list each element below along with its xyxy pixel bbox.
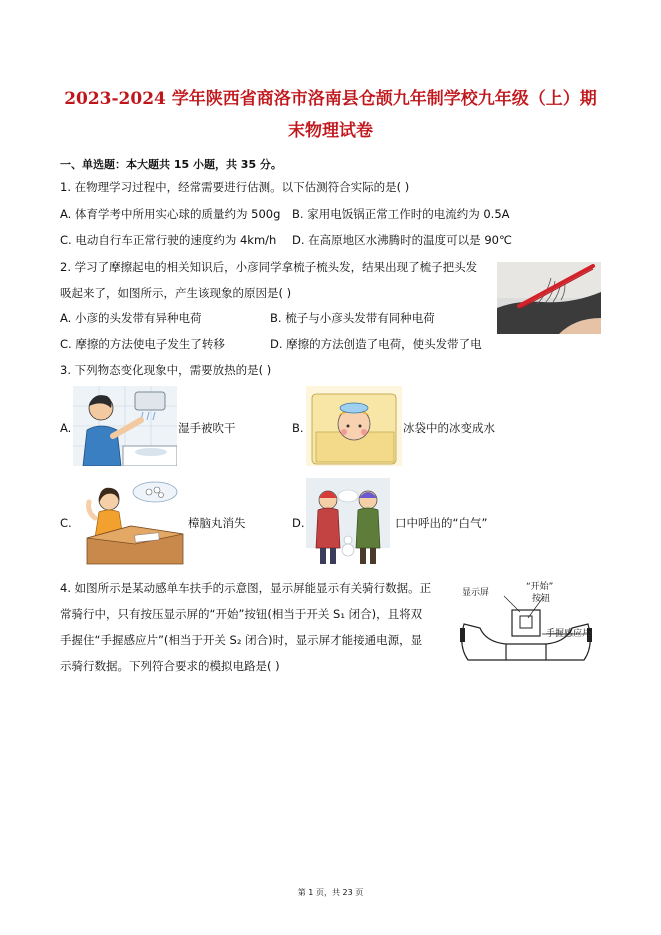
- q3-option-d-text: 口中呼出的“白气”: [395, 516, 488, 530]
- q2-option-c: C. 摩擦的方法使电子发生了转移: [60, 337, 225, 351]
- q3-option-b-text: 冰袋中的冰变成水: [403, 421, 495, 435]
- page-footer: 第 1 页，共 23 页: [297, 888, 364, 897]
- q2-option-a: A. 小彦的头发带有异种电荷: [60, 311, 202, 325]
- q1-option-b: B. 家用电饭锅正常工作时的电流约为 0.5A: [292, 207, 510, 221]
- q1-option-c: C. 电动自行车正常行驶的速度约为 4km/h: [60, 233, 277, 247]
- exam-title-line2: 末物理试卷: [288, 121, 373, 141]
- q4-stem-line2: 常骑行中，只有按压显示屏的“开始”按钮(相当于开关 S₁ 闭合)，且将双: [60, 607, 423, 621]
- comb-hair-photo: [497, 262, 601, 334]
- q3-option-b-letter: B.: [292, 421, 304, 435]
- q3-option-c-text: 樟脑丸消失: [188, 516, 246, 530]
- q3-option-c-letter: C.: [60, 516, 72, 530]
- q2-stem-line2: 吸起来了，如图所示，产生该现象的原因是( ): [60, 286, 292, 300]
- section-heading: 一、单选题：本大题共 15 小题，共 35 分。: [60, 158, 282, 171]
- q3-stem: 3. 下列物态变化现象中，需要放热的是( ): [60, 363, 272, 377]
- camphor-box-illustration: [73, 478, 187, 568]
- q4-stem-line4: 示骑行数据。下列符合要求的模拟电路是( ): [60, 659, 280, 673]
- q2-option-d: D. 摩擦的方法创造了电荷，使头发带了电: [270, 337, 482, 351]
- q4-stem-line3: 手握住“手握感应片”(相当于开关 S₂ 闭合)时，显示屏才能接通电源，显: [60, 633, 423, 647]
- fig-label-start: “开始”: [526, 582, 554, 592]
- q3-option-a-letter: A.: [60, 421, 72, 435]
- q2-option-b: B. 梳子与小彦头发带有同种电荷: [270, 311, 435, 325]
- q1-option-a: A. 体育学考中所用实心球的质量约为 500g: [60, 207, 281, 221]
- fig-label-button: 按钮: [532, 594, 551, 604]
- fig-label-sensor: 手握感应片: [546, 629, 592, 639]
- ice-bag-patient-illustration: [306, 386, 402, 466]
- hand-dryer-illustration: [73, 386, 177, 466]
- fig-label-screen: 显示屏: [462, 588, 490, 598]
- breath-fog-winter-illustration: [306, 478, 390, 568]
- q3-option-a-text: 湿手被吹干: [178, 421, 236, 435]
- q1-option-d: D. 在高原地区水沸腾时的温度可以是 90℃: [292, 233, 512, 247]
- q3-option-d-letter: D.: [292, 516, 305, 530]
- q1-stem: 1. 在物理学习过程中，经常需要进行估测。以下估测符合实际的是( ): [60, 180, 410, 194]
- q2-stem-line1: 2. 学习了摩擦起电的相关知识后，小彦同学拿梳子梳头发，结果出现了梳子把头发: [60, 260, 478, 274]
- q4-stem-line1: 4. 如图所示是某动感单车扶手的示意图，显示屏能显示有关骑行数据。正: [60, 581, 432, 595]
- exam-title-line1: 2023-2024 学年陕西省商洛市洛南县仓颉九年制学校九年级（上）期: [64, 89, 597, 109]
